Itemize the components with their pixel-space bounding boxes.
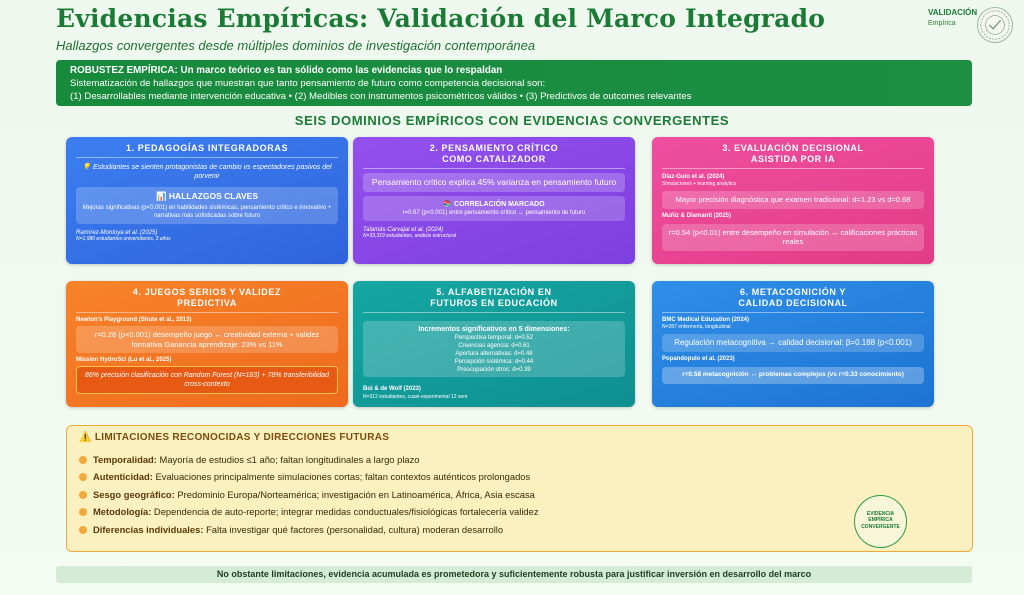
domain-card-pedagogies — [66, 137, 348, 264]
card-title: 2. PENSAMIENTO CRÍTICO COMO CATALIZADOR — [363, 143, 625, 169]
citation-2: Muñiz & Diamanti (2025) — [662, 212, 732, 219]
banner-headline: ROBUSTEZ EMPÍRICA: Un marco teórico es tan sólido como las evidencias que lo respaldan — [70, 65, 503, 76]
citation-sample: N=312 estudiantes, cuasi-experimental 12 sem — [363, 394, 468, 400]
finding-2: r=0.54 (p<0.01) entre desempeño en simulación ↔ calificaciones prácticas reales — [662, 224, 924, 251]
findings-text: Mejoras significativas (p<0.001) en habilidades sistémicas, pensamiento crítico e innovativo + narrativas más sofisticadas sobre futuro — [82, 205, 332, 219]
footer-conclusion: No obstante limitaciones, evidencia acumulada es prometedora y suficientemente robusta para justificar inversión en desarrollo del marco — [56, 566, 972, 583]
limitations-list — [79, 451, 960, 538]
banner-line-3: (1) Desarrollables mediante intervención educativa • (2) Medibles con instrumentos psicométricos válidos • (3) Predictivos de outcomes relevantes — [70, 91, 692, 102]
findings-box — [76, 187, 338, 224]
citation-1: BMC Medical Education (2024) — [662, 317, 750, 323]
card-title: 5. ALFABETIZACIÓN EN FUTUROS EN EDUCACIÓN — [363, 287, 625, 313]
section-title: SEIS DOMINIOS EMPÍRICOS CON EVIDENCIAS CONVERGENTES — [294, 113, 730, 128]
citation: Ramírez-Montoya et al. (2025) — [76, 230, 158, 236]
card-quote: 💡 Estudiantes se sienten protagonistas de cambio vs espectadores pasivos del porvenir — [82, 164, 332, 180]
limitations-panel — [66, 425, 973, 552]
bullet-icon — [79, 526, 87, 534]
citation-sample: N=33,319 estudiantes, análisis estructural — [363, 232, 456, 239]
finding-2: 86% precisión clasificación con Random Forest (N=183) + 78% transferibilidad cross-contexto — [76, 366, 338, 394]
dimension-item: Percepción sistémica: d=0.44 — [454, 359, 534, 365]
correlation-text: r=0.67 (p<0.001) entre pensamiento crítico ↔ pensamiento de futuro — [402, 209, 586, 216]
banner-line-2: Sistematización de hallazgos que muestran que tanto pensamiento de futuro como competencia decisional son: — [70, 78, 546, 89]
finding-1: r=0.28 (p<0.001) desempeño juego ↔ creatividad externa + validez formativa Ganancia aprendizaje: 23% vs 11% — [76, 326, 338, 353]
bullet-icon — [79, 491, 87, 499]
domain-card-metacognition — [652, 281, 934, 407]
findings-title: 📊 HALLAZGOS CLAVES — [155, 191, 259, 201]
seal-icon — [977, 7, 1013, 43]
page-title: Evidencias Empíricas: Validación del Marco Integrado — [56, 4, 826, 33]
domain-card-critical-thinking — [353, 137, 635, 264]
citation-2: Mission HydroSci (Lu et al., 2025) — [76, 357, 172, 363]
citation: Boi & de Wolf (2023) — [363, 386, 421, 392]
card-title: 3. EVALUACIÓN DECISIONAL ASISTIDA POR IA — [662, 143, 924, 169]
key-highlight: Pensamiento crítico explica 45% varianza en pensamiento futuro — [363, 173, 625, 192]
card-title: 6. METACOGNICIÓN Y CALIDAD DECISIONAL — [662, 287, 924, 313]
citation-1-sub: N=287 enfermería, longitudinal — [662, 324, 731, 330]
finding-2: r=0.58 metacognición ↔ problemas complejos (vs r=0.33 conocimiento) — [662, 367, 924, 384]
limitation-item: Diferencias individuales: Falta investigar qué factores (personalidad, cultura) moderan desarrollo — [79, 521, 960, 538]
bullet-icon — [79, 508, 87, 516]
citation: Talamás-Carvajal et al. (2024) — [363, 226, 444, 233]
finding-1: Mayor precisión diagnóstica que examen tradicional: d=1.23 vs d=0.68 — [662, 191, 924, 209]
dimension-item: Creencias agencia: d=0.61 — [458, 343, 530, 349]
citation-sample: N=1,980 estudiantes universitarios, 3 años — [76, 236, 171, 242]
corner-label: VALIDACIÓN — [928, 8, 978, 17]
finding-1: Regulación metacognitiva → calidad decisional: β=0.188 (p<0.001) — [662, 334, 924, 352]
correlation-title: 📚 CORRELACIÓN MARCADO — [443, 200, 545, 208]
domain-card-futures-literacy — [353, 281, 635, 407]
dimensions-title: Incrementos significativos en 5 dimensiones: — [418, 326, 570, 333]
limitations-title: ⚠️ LIMITACIONES RECONOCIDAS Y DIRECCIONES FUTURAS — [79, 432, 390, 443]
domain-card-ai-assessment — [652, 137, 934, 264]
domain-card-serious-games — [66, 281, 348, 407]
limitation-item: Temporalidad: Mayoría de estudios ≤1 año; faltan longitudinales a largo plazo — [79, 451, 960, 468]
limitation-item: Autenticidad: Evaluaciones principalmente simulaciones cortas; faltan contextos auténticos prolongados — [79, 468, 960, 485]
evidence-stamp: EVIDENCIA EMPÍRICA CONVERGENTE — [854, 495, 907, 548]
card-title: 1. PEDAGOGÍAS INTEGRADORAS — [76, 143, 338, 158]
citation-2: Popandopulo et al. (2023) — [662, 356, 735, 362]
citation-1: Díaz-Guio et al. (2024) — [662, 174, 725, 180]
dimensions-box — [363, 321, 625, 377]
page-subtitle: Hallazgos convergentes desde múltiples dominios de investigación contemporánea — [56, 38, 536, 53]
limitation-item: Sesgo geográfico: Predominio Europa/Norteamérica; investigación en Latinoamérica, África, Asia escasa — [79, 486, 960, 503]
corner-sublabel: Empírica — [928, 20, 956, 27]
bullet-icon — [79, 456, 87, 464]
dimension-item: Apertura alternativas: d=0.48 — [455, 351, 533, 357]
citation-1: Newton's Playground (Shute et al., 2013) — [76, 317, 192, 323]
card-title: 4. JUEGOS SERIOS Y VALIDEZ PREDICTIVA — [76, 287, 338, 313]
limitation-item: Metodología: Dependencia de auto-reporte; integrar medidas conductuales/fisiológicas fortalecería validez — [79, 503, 960, 520]
dimension-item: Preocupación otros: d=0.39 — [457, 367, 531, 373]
citation-1-sub: Simulaciones + learning analytics — [662, 181, 737, 187]
robustness-banner — [56, 60, 972, 106]
correlation-box — [363, 196, 625, 221]
bullet-icon — [79, 473, 87, 481]
dimension-item: Perspectiva temporal: d=0.52 — [454, 335, 534, 341]
